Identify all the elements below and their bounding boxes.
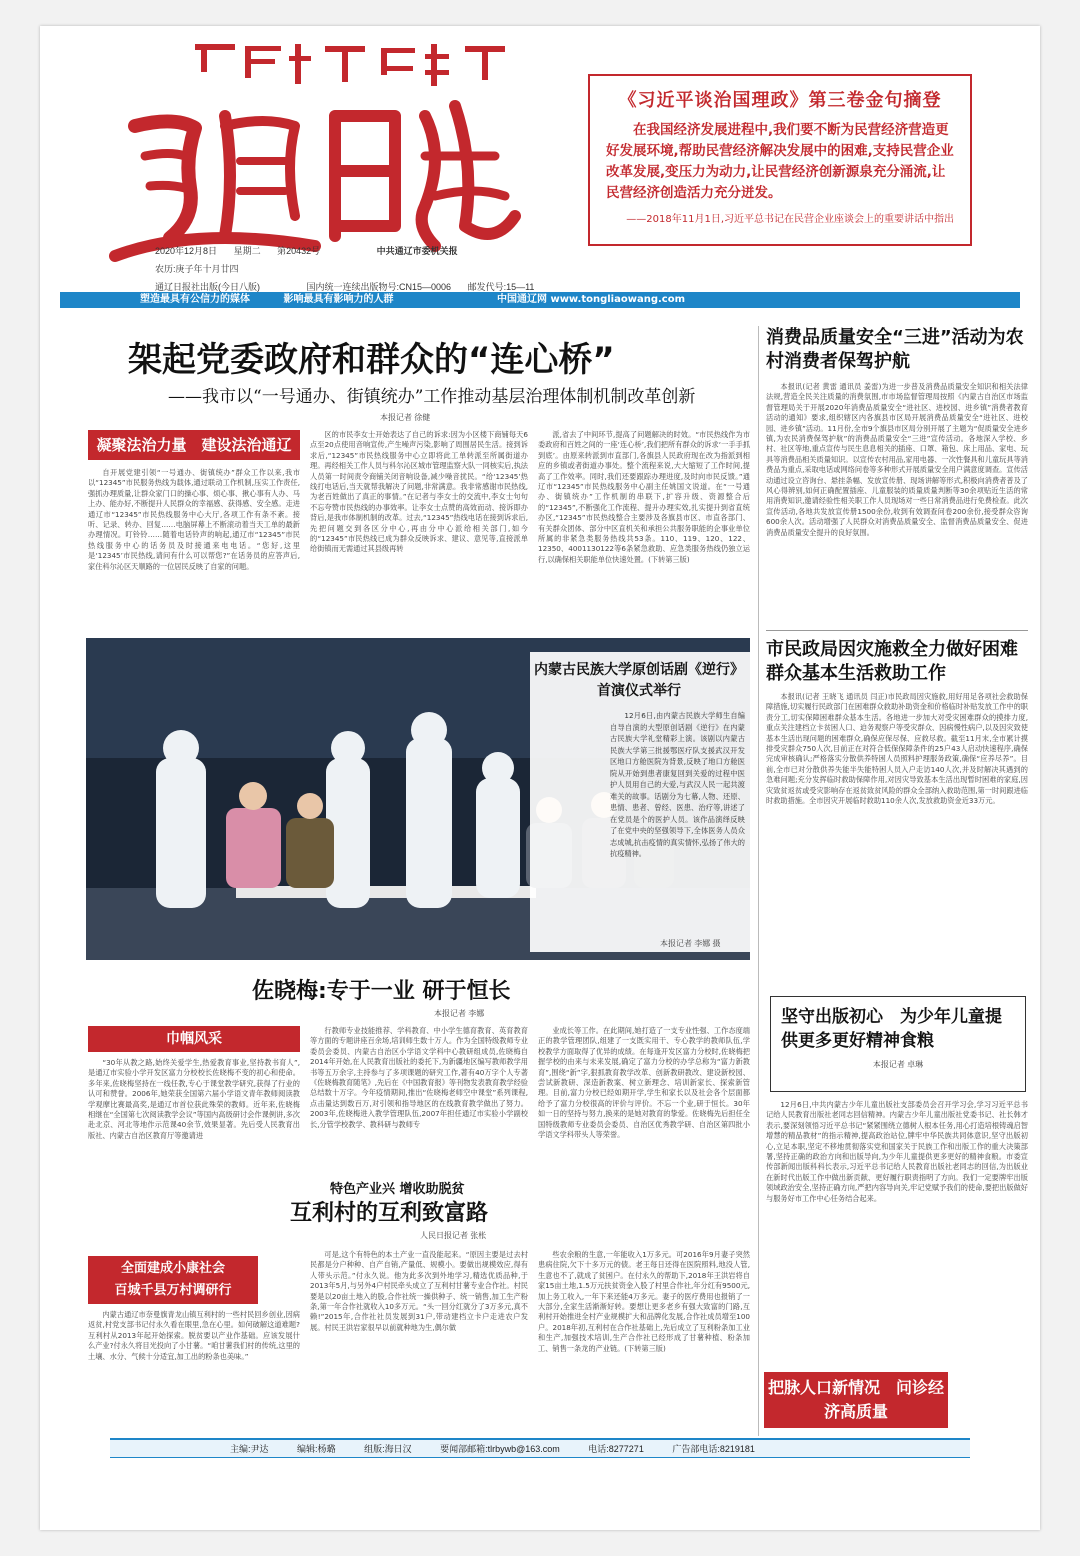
lead-subheadline: ——我市以“一号通办、街镇统办”工作推动基层治理体制机制改革创新 bbox=[168, 387, 696, 407]
lead-col-2: 区的市民李女士开始表达了自己的诉求:因为小区楼下商铺每天6点至20点使用音响宣传,产生噪声污染,影响了周围居民生活。接到诉求后,“12345”市民热线服务中心立即将此工单转派至所属街道办理。再经相关工作人员与科尔沁区城市管理监察大队一同核实后,执法人员第一时间责令商铺关闭音响设备,减少噪音扰民。“给‘12345’热线打电话后,当天就帮我解决了问题,非常满意。我非常感谢市民热线,为老百姓做出了真正的事情。”在记者与李女士的交流中,李女士句句不忘夸赞市民热线的办事效率。让李女士点赞的高效而动、接诉即办背后,是我市体制机制的改革。过去,“12345”热线电话在接到诉求后,先把问题交到各区分中心,再由分中心派给相关部门,如今的“12345”市民热线已成为群众反映诉求、建议、意见等,直接派单给街镇而无需通过其县级再转 bbox=[310, 430, 528, 554]
slogan-left: 塑造最具有公信力的媒体 bbox=[140, 294, 250, 305]
footer-email[interactable]: 要闻部邮箱:tlrbywb@163.com bbox=[440, 1444, 560, 1454]
sidebar-article1-body: 本报讯(记者 黄雷 通讯员 姜雷)为进一步普及消费品质量安全知识和相关法律法规,营造全民关注质量的消费氛围,市市场监督管理局按照《内蒙古自治区市场监督管理局关于开展2020年消费品质量安全“进社区、进校园、进乡镇”消费者教育活动的通知》要求,组织辖区内各旗县市区局开展消费品质量安全“进社区、进校园、进乡镇”活动。11月份,全市9个旗县市区局分别开展了主题为“促质量安全进乡镇,为农民消费保驾护航”的消费品质量安全“三进”宣传活动。各地深入学校、乡村、社区等地,重点宣传与民生息息相关的插座、口罩、箱包、床上用品、家电、玩具等消费品相关质量知识。以宣传农村用品,家用电器、一次性餐具和儿童玩具等消费品为重点,采取电话或网络问卷等多种形式开展质量安全用户满意度调查。宣传活动通过设立咨询台、悬挂条幅、发放宣传册、现场讲解等形式,积极向消费者普及了风心得辨别,如何正确配置插座、儿童服装的质量质量判断等30余项贴近生活的常用消费知识,邀请经验性相关职工作人员现场对一些日常消费品进行免费检查。此次宣传活动,各地共发放宣传册1500余份,收到有效调查问卷200余份,接受群众咨询600余人次。活动增强了人民群众对消费品质量安全、监督消费品质量安全、促进消费品质量安全提升的良好氛围。 bbox=[766, 382, 1028, 537]
photo-feature-body: 12月6日,由内蒙古民族大学师生自编自导自演的大型原创话剧《逆行》在内蒙古民族大学礼堂精彩上演。该剧以内蒙古民族大学第三批援鄂医疗队支援武汉开发区地口方舱医院为背景,反映了地口方舱医院从开始到患者康复回到关爱的过程中医护人员用自己的大爱,与武汉人民一起共渡难关的故事。话剧分为七幕,人物、还原、患情、患者、曾经、医患、治疗等,讲述了在党员是个的医护人员。该作品演绎反映了在党中央的坚强领导下,全体医务人员众志成城,抗击疫情的真实情怀,弘扬了伟大的抗疫精神。 bbox=[610, 711, 745, 858]
feature3-kicker: 特色产业兴 增收助脱贫 bbox=[330, 1182, 465, 1197]
sidebar-article3-body: 12月6日,中共内蒙古少年儿童出版社支部委员会召开学习会,学习习近平总书记给人民教育出版社老同志回信精神。内蒙古少年儿童出版社党委书记、社长韩才表示,要深刻领悟习近平总书记“紧紧围绕立德树人根本任务,用心打造培根铸魂启智增慧的精品教材”的指示精神,提高政治站位,牌牢中华民族共同体意识,坚守出版初心,立足本职,坚定不移地贯彻落实党和国家关于民族工作和出版工作的重大决策部署,坚持正确的政治方向和出版导向,为少年儿童提供更多更好的精神食粮。市委宣传部新闻出版科科长表示,习近平总书记给人民教育出版社老同志的回信,为出版业在新时代出版工作中做出新贡献、更好履行职责指明了方向。我们一定要牌牢出版领域政治安全,坚持正确方向,严把内容导向关,牢记党赋予我们的使命,要把出版做好与服务好市工作中心任务结合起来。 bbox=[766, 1100, 1028, 1203]
issue-number: 第20432号 bbox=[277, 246, 321, 256]
lead-col-3: 派,省去了中间环节,提高了问题解决的时效。“市民热线作为市委政府和百姓之间的一座‘连心桥’,我们把所有群众的诉求‘一手手抓到底’。由原来转派到市直部门,各旗县人民政府现在改为指派到相应的乡镇或者街道办事处。整个流程来说,大大缩短了工作时间,提高了工作效率。同时,我们还要跟踪办理进度,及时向市民反馈。”通辽市“12345”市民热线服务中心副主任姚国文说道。在“一号通办、街镇统办”工作机制的串联下,扩容升级、资源整合后的“12345”,不断强化工作流程、提升办理实效,扎实提升到省直统办区,“12345”市民热线整合主要涉及各旗县市区、市直各部门、有关群众团体、部分中区直机关和承担公共服务职能的企事业单位所属的非紧急类服务热线共53条。110、119、120、122、12350、4001130122等6条紧急救助、应急类服务热线仍独立运行,以确保相关职能单位快速处置。(下转第三版) bbox=[538, 430, 750, 564]
mongolian-script-title bbox=[185, 36, 515, 91]
feature3-banner-line1: 全面建成小康社会 bbox=[120, 1261, 225, 1276]
feature3-col-2: 可是,这个有特色的本土产业一直没能起来。“原因主要是过去村民都是分户种种、自产自销,产量低、规模小。要做出规模效应,得有人带头示范。”付永久说。他为此多次到外地学习,精选优质品种,于2013年5月,与另外4户村民牵头成立了互利村甘薯专业合作社。村民要是以20亩土地入的股,合作社统一操供种子、统一销售,加工生产粉条,第一年合作社就收入10多万元。“头一回分红就分了3万多元,真不赖!”2015年,合作社社员发展到31户,带动建档立卡户走进农户发展。村民王洪岩家很早以前就种地为生,偶尔做 bbox=[310, 1250, 528, 1332]
website-link[interactable]: 中国通辽网 www.tongliaowang.com bbox=[496, 294, 686, 305]
footer-layout: 组版:海日汉 bbox=[364, 1444, 412, 1454]
sidebar-article3-titlebox bbox=[770, 996, 1026, 1092]
column-divider bbox=[758, 326, 759, 1436]
publisher: 中共通辽市委机关报 bbox=[376, 246, 458, 256]
cn-number: 国内统一连续出版物号:CN15—0006 bbox=[306, 282, 452, 292]
feature2-col-2: 行教师专业技能推荐、学科教育、中小学生德育教育、英育教育等方面的专题讲座百余场,培训师生数十万人。作为全国特级教师专业委员会委员、内蒙古自治区小学语文学科中心教研组成员,佐晓梅自2014年开始,在人民教育出版社的委托下,为新疆地区编写教师教学用书等五万余字,主持参与了多项课题的研究工作,著有40万字个人专著《佐晓梅教育随笔》,先后在《中国教育报》等刊物发表教育教学经验总结数十万字。今年疫情期间,推出“佐晓梅老师空中课堂”系列课程,点击量达到数百万,对引领和指导地区的在线教育教学做出了努力。2003年,佐晓梅进入教学管理队伍,2007年担任通辽市实验小学副校长,分管学校教学、教科研与教师专 bbox=[310, 1026, 528, 1129]
lead-banner: 凝聚法治力量 建设法治通辽 bbox=[88, 430, 300, 460]
sidebar-promo: 把脉人口新情况 问诊经济高质量 bbox=[764, 1372, 948, 1428]
feature2-col-3: 业成长等工作。在此期间,她打造了一支专业性强、工作态度端正的教学管理团队,组建了一支既实用干、专心教学的教师队伍,学校教学方面取得了优异的成绩。在每逢开发区富力分校时,佐晓梅把握学校的由来与未来发展,确定了富力分校的办学总称为“富力新教育”,围绕“新”字,狠抓教育教学改革、创新教研教改、建设新校园、尝试新教研、深造新教案、树立新理念、培训新家长、探索新管理。目前,富力分校已经如期开学,学生和家长以及社会各个层面都给予了富力分校很高的评价与评价。不忘一个业,研于恒长。30年如一日的坚持与努力,换来的是她对教育的挚爱。佐晓梅先后担任全国特级教师专业委员会委员、自治区优秀教学研、自治区第四批小学语文学科带头人等荣誉。 bbox=[538, 1026, 750, 1140]
lunar-date: 农历:庚子年十月廿四 bbox=[155, 264, 239, 274]
lead-byline: 本报记者 徐健 bbox=[380, 413, 431, 422]
issue-weekday: 星期二 bbox=[233, 246, 261, 256]
feature3-byline: 人民日报记者 张枨 bbox=[420, 1231, 487, 1240]
quote-box-title: 《习近平谈治国理政》第三卷金句摘登 bbox=[618, 90, 942, 111]
sidebar-article2-title: 市民政局因灾施救全力做好困难群众基本生活救助工作 bbox=[766, 639, 1018, 684]
feature3-headline: 互利村的互利致富路 bbox=[290, 1201, 489, 1226]
footer-bar bbox=[110, 1438, 970, 1458]
sidebar-article3-title: 坚守出版初心 为少年儿童提供更多更好精神食粮 bbox=[781, 1007, 1002, 1051]
lead-col-1: 自开展党建引领“一号通办、街镇统办”群众工作以来,我市以“12345”市民服务热线为载体,通过联动工作机制,压实工作责任,强抓办理质量,让群众家门口的操心事、烦心事、揪心事有人办、马上办、能办好,不断提升人民群众的幸福感、获得感、安全感。走进通辽市“12345”市民热线服务中心大厅,各项工作有条不紊。接听、记录、转办、回复……电脑屏幕上不断滚动着当天工单的最新办理情况。叮铃铃……随着电话铃声的响起,通辽市“12345”市民热线服务中心的话务员及时接通来电电话。“您好,这里是‘12345’市民热线,请问有什么可以帮您?”在话务员的应答声后,家住科尔沁区天顺路的一位居民反映了自家的问题。 bbox=[88, 468, 300, 571]
feature2-banner: 巾帼风采 bbox=[88, 1026, 300, 1052]
slogan-middle: 影响最具有影响力的人群 bbox=[283, 294, 394, 305]
feature2-byline: 本报记者 李娜 bbox=[434, 1009, 485, 1018]
feature3-banner bbox=[88, 1256, 258, 1304]
feature3-col-1: 内蒙古通辽市奈曼旗青龙山镇互利村的一些村民回乡创业,因病返贫,村党支部书记付永久看在眼里,急在心里。如何破解这道难题?互利村从2013年起开始探索。脱贫要以产业作基础。应该发展什么产业?付永久将目光投向了小甘薯。“咱甘薯我们村的传统,这里的土壤、水分、气候十分适宜,加工出的粉条也美味。” bbox=[88, 1310, 300, 1361]
feature2-headline: 佐晓梅:专于一业 研于恒长 bbox=[252, 979, 511, 1004]
feature2-col-1: “30年从教之路,始终关爱学生,热爱教育事业,坚持教书育人”,是通辽市实验小学开发区富力分校校长佐晓梅不变的初心和使命。多年来,佐晓梅坚持在一线任教,专心于课堂教学研究,获得了行业的认可和赞誉。2006年,她荣获全国第六届小学语文青年教师阅读教学观摩比赛最高奖,是通辽市首位获此殊荣的教师。近年来,佐晓梅相继在“全国第七次阅读教学会议”等国内高级研讨会作课例讲,多次赴北京、河北等地作示范课40余节,效果显著。先后受人民教育出版社、内蒙古自治区教育厅等邀请进 bbox=[88, 1058, 300, 1140]
sidebar-article3-byline: 本报记者 卓琳 bbox=[872, 1060, 924, 1069]
slogan-bar bbox=[60, 292, 1020, 308]
quote-box bbox=[588, 74, 972, 246]
postal-code: 邮发代号:15—11 bbox=[467, 282, 535, 292]
issue-date: 2020年12月8日 bbox=[155, 246, 218, 256]
feature3-banner-line2: 百城千县万村调研行 bbox=[114, 1283, 232, 1298]
masthead-info bbox=[155, 242, 695, 296]
feature3-col-3: 些农余粮的生意,一年能收入1万多元。可2016年9月妻子突然患病住院,欠下十多万元的债。老王每日还得在医院照料,地没人管,生意也不了,就成了贫困户。在付永久的帮助下,2018年王洪岩将自家15亩土地,1.5万元扶贫资金入股了村里合作社,年分红有9500元,加上务工收入,一年下来还能4万多元。妻子的医疗费用也报销了一大部分,全家生活渐渐好转。要想让更多老乡有强大致富的门路,互利村开始推进全村产业规模扩大和品牌化发展,合作社成员增至100户。2018年初,互利村在合作社基础上,先后成立了互利粉条加工业和生产,加强技术培训,生产合作社已经形成了甘薯种植、粉条加工、销售一条龙的产业链。(下转第三版) bbox=[538, 1250, 750, 1353]
footer-phone: 电话:8277271 bbox=[588, 1444, 644, 1454]
quote-box-body: 在我国经济发展进程中,我们要不断为民营经济营造更好发展环境,帮助民营经济解决发展中的困难,支持民营企业改革发展,变压力为动力,让民营经济创新源泉充分涌流,让民营经济创造活力充分迸发。 bbox=[606, 122, 954, 201]
lead-headline: 架起党委政府和群众的“连心桥” bbox=[128, 340, 615, 380]
edition-info: 通辽日报社出版(今日八版) bbox=[155, 282, 260, 292]
newspaper-page bbox=[40, 26, 1040, 1530]
sidebar-divider-1 bbox=[766, 630, 1028, 631]
footer-ad-phone: 广告部电话:8219181 bbox=[672, 1444, 755, 1454]
quote-box-source: ——2018年11月1日,习近平总书记在民营企业座谈会上的重要讲话中指出 bbox=[626, 214, 954, 225]
sidebar-article2-body: 本报讯(记者 王晓飞 通讯员 闫正)市民政局因灾施救,用好用足各项社会救助保障措施,切实履行民政部门在困难群众救助补助资金和价格临时补贴发放工作中的职责分工,切实保障困难群众基本生活。各地进一步加大对受灾困难群众的摸排力度,重点关注建档立卡贫困人口、迫务观察户等受灾群众、因病慢性病户,以及因灾致使基本生活出现问题的困难群众,确保应保尽保、应救尽救。截至11月末,全市累计摸排受灾群众750人次,目前正在对符合低保保障条件的25户43人启动快速程序,确保完成审核确认;严格落实分散供养特困人员照料护理服务政策,确保“应养尽养”。目前,全市已对分散供养失能半失能特困人员入户走访140人次,并及时解决其遇到的急难问题;充分发挥临时救助保障作用,对因灾导致基本生活出现暂时困难的家庭,因灾致贫返贫或受灾影响存在返贫致贫风险的群众全部纳入救助范围,第一时间跟进临时救助措施。全市因灾开展临时救助110余人次,发放救助资金近33万元。 bbox=[766, 692, 1028, 806]
footer-editor2: 编辑:杨璐 bbox=[297, 1444, 336, 1454]
photo-feature-title: 内蒙古民族大学原创话剧《逆行》首演仪式举行 bbox=[534, 662, 744, 699]
sidebar-article1-title: 消费品质量安全“三进”活动为农村消费者保驾护航 bbox=[766, 327, 1024, 372]
photo-credit: 本报记者 李娜 摄 bbox=[660, 939, 721, 948]
footer-editor: 主编:尹达 bbox=[230, 1444, 269, 1454]
